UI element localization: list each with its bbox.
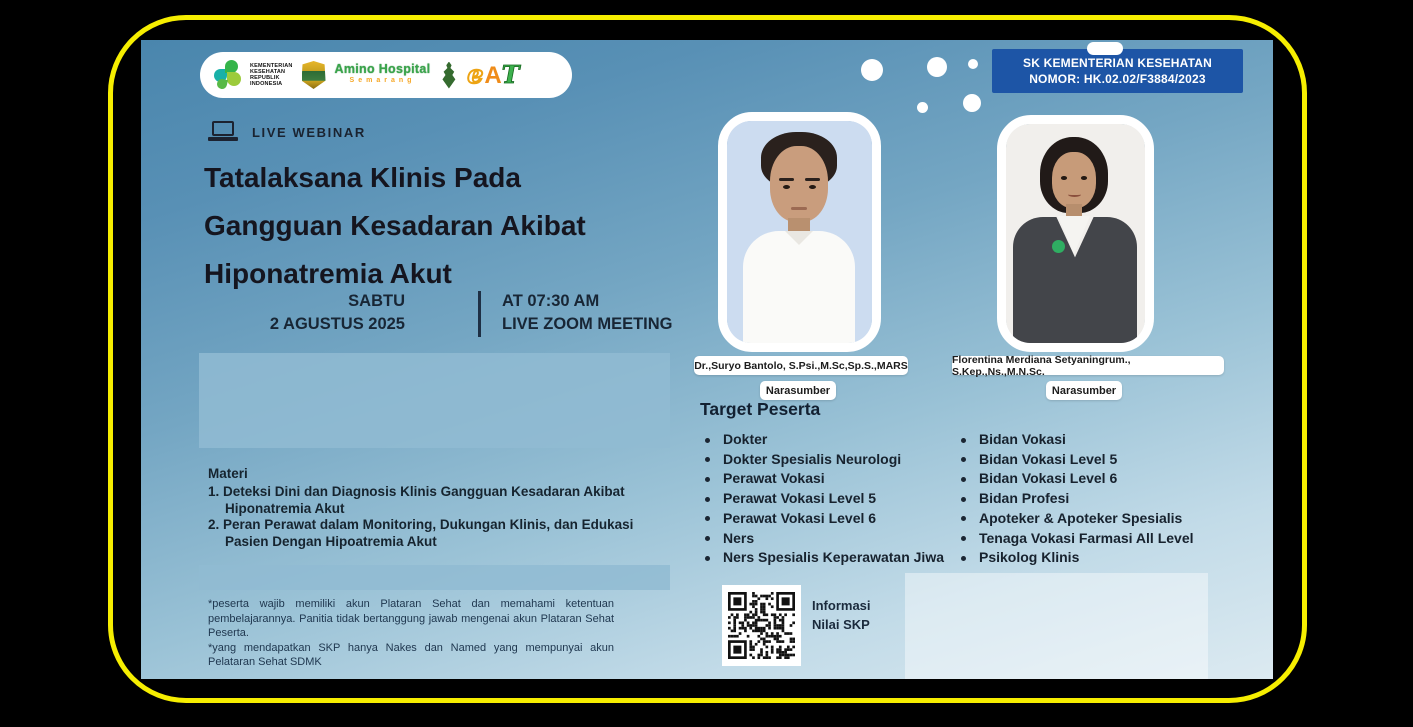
amino-hospital-logo: [335, 64, 431, 86]
eat-logo-letter: e: [467, 60, 485, 89]
title-line: Hiponatremia Akut: [204, 258, 452, 289]
target-peserta-column-2: [957, 430, 1257, 568]
target-item: Psikolog Klinis: [957, 548, 1257, 568]
materi-heading: Materi: [208, 466, 248, 481]
amino-hospital-city: Semarang: [349, 77, 416, 84]
disclaimer-paragraph: *peserta wajib memiliki akun Plataran Sehat dan memahami ketentuan pembelajarannya. Panitia tidak bertanggung jawab mengenai akun Plataran Sehat Peserta.: [208, 598, 614, 640]
speaker1-photo: [727, 121, 872, 343]
schedule-time-text: AT 07:30 AM: [502, 292, 600, 310]
target-item: Perawat Vokasi Level 6: [701, 509, 969, 529]
schedule-divider: [478, 291, 481, 337]
logo-bar: [200, 52, 572, 98]
kemenkes-logo-icon: [214, 59, 246, 91]
target-peserta-column-1: [701, 430, 969, 568]
sk-number-badge: [992, 49, 1243, 93]
speaker2-photo: [1006, 124, 1145, 343]
target-item: Tenaga Vokasi Farmasi All Level: [957, 529, 1257, 549]
qr-label-line2: Nilai SKP: [812, 617, 870, 632]
schedule-day: SABTU: [348, 292, 405, 310]
live-webinar-kicker: [208, 120, 366, 144]
target-item: Ners: [701, 529, 969, 549]
target-item: Apoteker & Apoteker Spesialis: [957, 509, 1257, 529]
disclaimer-paragraph: *yang mendapatkan SKP hanya Nakes dan Named yang mempunyai akun Pelataran Sehat SDMK: [208, 641, 614, 669]
decor-dot: [861, 59, 883, 81]
qr-label-line1: Informasi: [812, 598, 871, 613]
disclaimer-text: [208, 597, 614, 670]
eat-logo-letter: T: [501, 60, 520, 89]
title-line: Tatalaksana Klinis Pada: [204, 162, 521, 193]
sk-badge-line1: SK KEMENTERIAN KESEHATAN: [1022, 56, 1213, 70]
schedule-date-text: 2 AGUSTUS 2025: [269, 315, 405, 333]
speaker1-photo-frame: [718, 112, 881, 352]
schedule-time: [502, 290, 673, 336]
qr-code: [722, 585, 801, 666]
eat-logo: [467, 60, 519, 90]
decor-panel-large: [199, 353, 670, 448]
kemenkes-logo-label: KEMENTERIAN KESEHATAN REPUBLIK INDONESIA: [250, 63, 293, 87]
live-webinar-label: LIVE WEBINAR: [252, 124, 366, 140]
materi-section: [208, 466, 640, 550]
qr-section-panel: [905, 573, 1208, 679]
schedule-block: [201, 290, 681, 340]
central-java-crest-icon: [302, 61, 326, 89]
materi-item: Peran Perawat dalam Monitoring, Dukungan Klinis, dan Edukasi Pasien Dengan Hipoatremia Akut: [223, 517, 634, 549]
kemenkes-logo: [214, 59, 293, 91]
target-item: Ners Spesialis Keperawatan Jiwa: [701, 548, 969, 568]
decor-dot: [963, 94, 981, 112]
decor-dot: [968, 59, 978, 69]
speaker1-role-badge: Narasumber: [760, 381, 836, 400]
eat-logo-letter: A: [484, 62, 502, 89]
target-peserta-heading: Target Peserta: [700, 399, 821, 419]
target-item: Bidan Vokasi: [957, 430, 1257, 450]
speaker2-name: Florentina Merdiana Setyaningrum., S.Kep.,Ns.,M.N.Sc.: [952, 356, 1224, 375]
webinar-title: [204, 154, 724, 298]
schedule-date: [201, 290, 405, 336]
speaker1-name: Dr.,Suryo Bantolo, S.Psi.,M.Sc,Sp.S.,MARS: [694, 356, 908, 375]
target-item: Bidan Vokasi Level 6: [957, 469, 1257, 489]
speaker2-role-badge: Narasumber: [1046, 381, 1122, 400]
qr-code-icon: [728, 592, 795, 659]
laptop-icon: [208, 121, 238, 143]
target-item: Dokter: [701, 430, 969, 450]
materi-list: [208, 484, 640, 550]
webinar-poster: [141, 40, 1273, 679]
qr-label: [812, 596, 871, 634]
gunungan-wayang-icon: [439, 62, 458, 89]
target-item: Bidan Profesi: [957, 489, 1257, 509]
target-item: Perawat Vokasi Level 5: [701, 489, 969, 509]
decor-panel-strip: [199, 565, 670, 590]
speaker2-photo-frame: [997, 115, 1154, 352]
target-item: Dokter Spesialis Neurologi: [701, 450, 969, 470]
target-item: Perawat Vokasi: [701, 469, 969, 489]
decor-dot: [917, 102, 928, 113]
title-line: Gangguan Kesadaran Akibat: [204, 210, 586, 241]
target-item: Bidan Vokasi Level 5: [957, 450, 1257, 470]
amino-hospital-name: Amino Hospital: [334, 62, 431, 76]
badge-top-tab: [1087, 42, 1123, 55]
sk-badge-line2: NOMOR: HK.02.02/F3884/2023: [1029, 72, 1206, 86]
decor-dot: [927, 57, 947, 77]
materi-item: Deteksi Dini dan Diagnosis Klinis Gangguan Kesadaran Akibat Hiponatremia Akut: [223, 484, 625, 516]
schedule-platform: LIVE ZOOM MEETING: [502, 315, 673, 333]
